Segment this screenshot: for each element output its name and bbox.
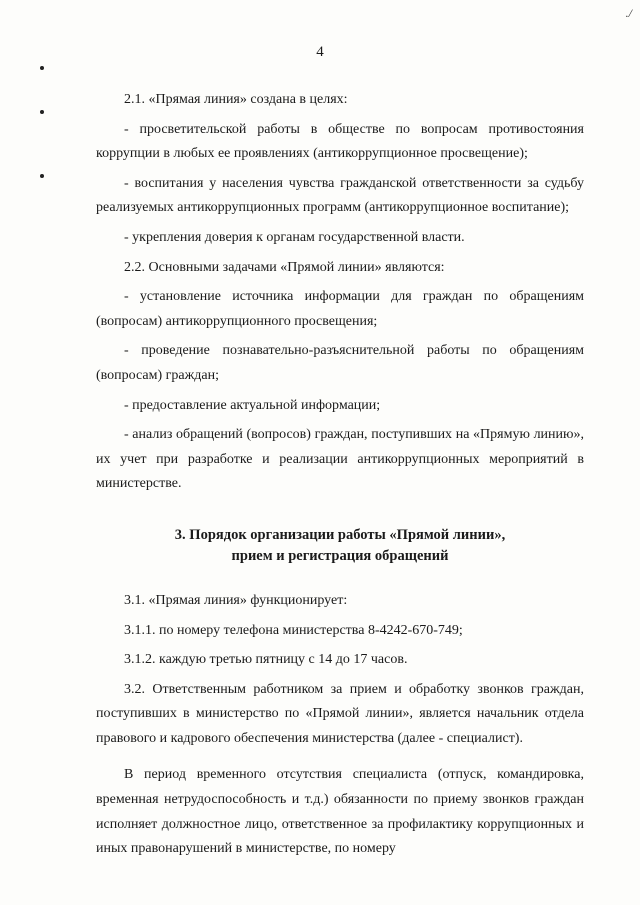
paragraph-3-2: 3.2. Ответственным работником за прием и обработку звонков граждан, поступивших в министерство по «Прямой линии», является начальник отдела правового и кадрового обеспечения министерства (далее - специалист).	[96, 681, 584, 746]
corner-mark: ./	[625, 6, 632, 20]
paragraph-3-1-1: 3.1.1. по номеру телефона министерства 8-4242-670-749;	[124, 622, 463, 638]
goal-item: - воспитания у населения чувства гражданской ответственности за судьбу реализуемых антикоррупционных программ (антикоррупционное воспитание);	[96, 175, 584, 216]
margin-dot	[40, 174, 44, 178]
section-3-heading-line1: 3. Порядок организации работы «Прямой линии»,	[174, 526, 506, 543]
task-item: - предоставление актуальной информации;	[124, 397, 381, 413]
task-item: - анализ обращений (вопросов) граждан, поступивших на «Прямую линию», их учет при разработке и реализации антикоррупционных мероприятий в министерстве.	[96, 427, 584, 492]
margin-dot	[40, 110, 44, 114]
page-number: 4	[316, 44, 324, 60]
paragraph-absence: В период временного отсутствия специалиста (отпуск, командировка, временная нетрудоспособность и т.д.) обязанности по приему звонков граждан исполняет должностное лицо, ответственное за профилактику коррупционных и иных правонарушений в министерстве, по номеру	[96, 767, 584, 857]
margin-dot	[40, 66, 44, 70]
task-item: - установление источника информации для граждан по обращениям (вопросам) антикоррупционного просвещения;	[96, 289, 584, 329]
paragraph-2-1: 2.1. «Прямая линия» создана в целях:	[124, 92, 348, 107]
section-3-heading-line2: прием и регистрация обращений	[231, 547, 449, 564]
paragraph-3-1: 3.1. «Прямая линия» функционирует:	[124, 592, 348, 608]
document-body	[96, 88, 584, 862]
goal-item: - укрепления доверия к органам государственной власти.	[124, 229, 465, 245]
task-item: - проведение познавательно-разъяснительной работы по обращениям (вопросам) граждан;	[96, 343, 584, 383]
section-3-heading	[96, 525, 584, 567]
goal-item: - просветительской работы в обществе по вопросам противостояния коррупции в любых ее проявлениях (антикоррупционное просвещение);	[96, 121, 584, 162]
paragraph-3-1-2: 3.1.2. каждую третью пятницу с 14 до 17 часов.	[124, 652, 408, 668]
paragraph-2-2: 2.2. Основными задачами «Прямой линии» являются:	[124, 259, 445, 275]
